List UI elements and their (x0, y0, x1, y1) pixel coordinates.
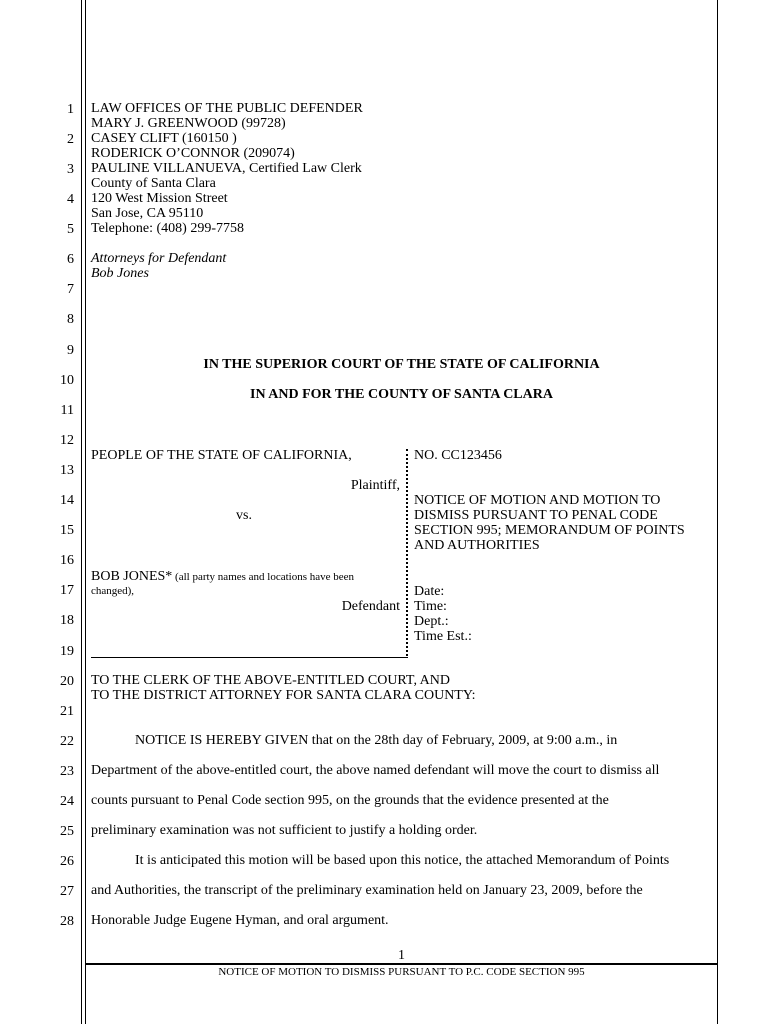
attorney-line: PAULINE VILLANUEVA, Certified Law Clerk (91, 161, 362, 176)
line-number: 20 (60, 674, 74, 689)
defendant-note-continued: changed), (91, 585, 135, 597)
attorney-line: MARY J. GREENWOOD (99728) (91, 116, 286, 131)
line-number: 21 (60, 704, 74, 719)
document-title-line: NOTICE OF MOTION AND MOTION TO (414, 493, 661, 508)
right-margin-rule (717, 0, 718, 1024)
line-number: 25 (60, 824, 74, 839)
caption-underline (91, 657, 408, 658)
body-line: preliminary examination was not sufficient to justify a holding order. (91, 823, 478, 838)
document-title-line: AND AUTHORITIES (414, 538, 540, 553)
body-line: It is anticipated this motion will be based upon this notice, the attached Memorandum of Points (135, 853, 670, 868)
case-number: NO. CC123456 (414, 448, 502, 463)
attorneys-for-label: Attorneys for Defendant (91, 251, 227, 266)
line-number: 7 (67, 282, 74, 297)
line-number: 13 (60, 463, 74, 478)
line-number: 12 (60, 433, 74, 448)
line-number: 10 (60, 373, 74, 388)
footer-rule (86, 963, 717, 965)
page-number: 1 (398, 948, 405, 963)
line-number: 18 (60, 613, 74, 628)
line-number: 26 (60, 854, 74, 869)
plaintiff-name: PEOPLE OF THE STATE OF CALIFORNIA, (91, 448, 352, 463)
line-number: 2 (67, 132, 74, 147)
hearing-dept-label: Dept.: (414, 614, 449, 629)
plaintiff-role: Plaintiff, (350, 478, 400, 493)
body-line: NOTICE IS HEREBY GIVEN that on the 28th day of February, 2009, at 9:00 a.m., in (135, 733, 618, 748)
line-number: 15 (60, 523, 74, 538)
body-line: Honorable Judge Eugene Hyman, and oral argument. (91, 913, 389, 928)
addressee-line: TO THE DISTRICT ATTORNEY FOR SANTA CLARA COUNTY: (91, 688, 476, 703)
line-number: 4 (67, 192, 74, 207)
body-line: Department of the above-entitled court, the above named defendant will move the court to dismiss all (91, 763, 660, 778)
hearing-date-label: Date: (414, 584, 445, 599)
line-number: 6 (67, 252, 74, 267)
line-number: 8 (67, 312, 74, 327)
left-margin-rule-inner (85, 0, 86, 1024)
attorney-line: San Jose, CA 95110 (91, 206, 204, 221)
caption-divider (406, 449, 408, 656)
footer-title: NOTICE OF MOTION TO DISMISS PURSUANT TO P.C. CODE SECTION 995 (218, 966, 585, 978)
hearing-time-label: Time: (414, 599, 447, 614)
line-number: 9 (67, 343, 74, 358)
line-number: 1 (67, 102, 74, 117)
client-name: Bob Jones (91, 266, 149, 281)
attorney-line: LAW OFFICES OF THE PUBLIC DEFENDER (91, 101, 363, 116)
court-title: IN THE SUPERIOR COURT OF THE STATE OF CALIFORNIA (203, 357, 600, 372)
addressee-line: TO THE CLERK OF THE ABOVE-ENTITLED COURT, AND (91, 673, 450, 688)
line-number: 23 (60, 764, 74, 779)
line-number: 27 (60, 884, 74, 899)
defendant-name-line (91, 569, 354, 585)
line-number: 11 (60, 403, 74, 418)
hearing-time-est-label: Time Est.: (414, 629, 472, 644)
attorney-line: County of Santa Clara (91, 176, 216, 191)
attorney-line: Telephone: (408) 299-7758 (91, 221, 244, 236)
defendant-role: Defendant (341, 599, 400, 614)
line-number: 28 (60, 914, 74, 929)
line-number: 16 (60, 553, 74, 568)
line-number: 3 (67, 162, 74, 177)
line-number: 19 (60, 644, 74, 659)
versus: vs. (236, 508, 252, 523)
line-number: 24 (60, 794, 74, 809)
attorney-line: 120 West Mission Street (91, 191, 228, 206)
attorney-line: RODERICK O’CONNOR (209074) (91, 146, 295, 161)
body-line: and Authorities, the transcript of the preliminary examination held on January 23, 2009, before the (91, 883, 643, 898)
line-number: 17 (60, 583, 74, 598)
defendant-name: BOB JONES* (91, 569, 173, 584)
court-county: IN AND FOR THE COUNTY OF SANTA CLARA (250, 387, 553, 402)
line-number: 22 (60, 734, 74, 749)
document-title-line: DISMISS PURSUANT TO PENAL CODE (414, 508, 658, 523)
body-line: counts pursuant to Penal Code section 995, on the grounds that the evidence presented at the (91, 793, 609, 808)
line-number: 14 (60, 493, 74, 508)
document-title-line: SECTION 995; MEMORANDUM OF POINTS (414, 523, 685, 538)
defendant-note: (all party names and locations have been (172, 571, 355, 583)
left-margin-rule-outer (81, 0, 82, 1024)
line-number: 5 (67, 222, 74, 237)
attorney-line: CASEY CLIFT (160150 ) (91, 131, 237, 146)
